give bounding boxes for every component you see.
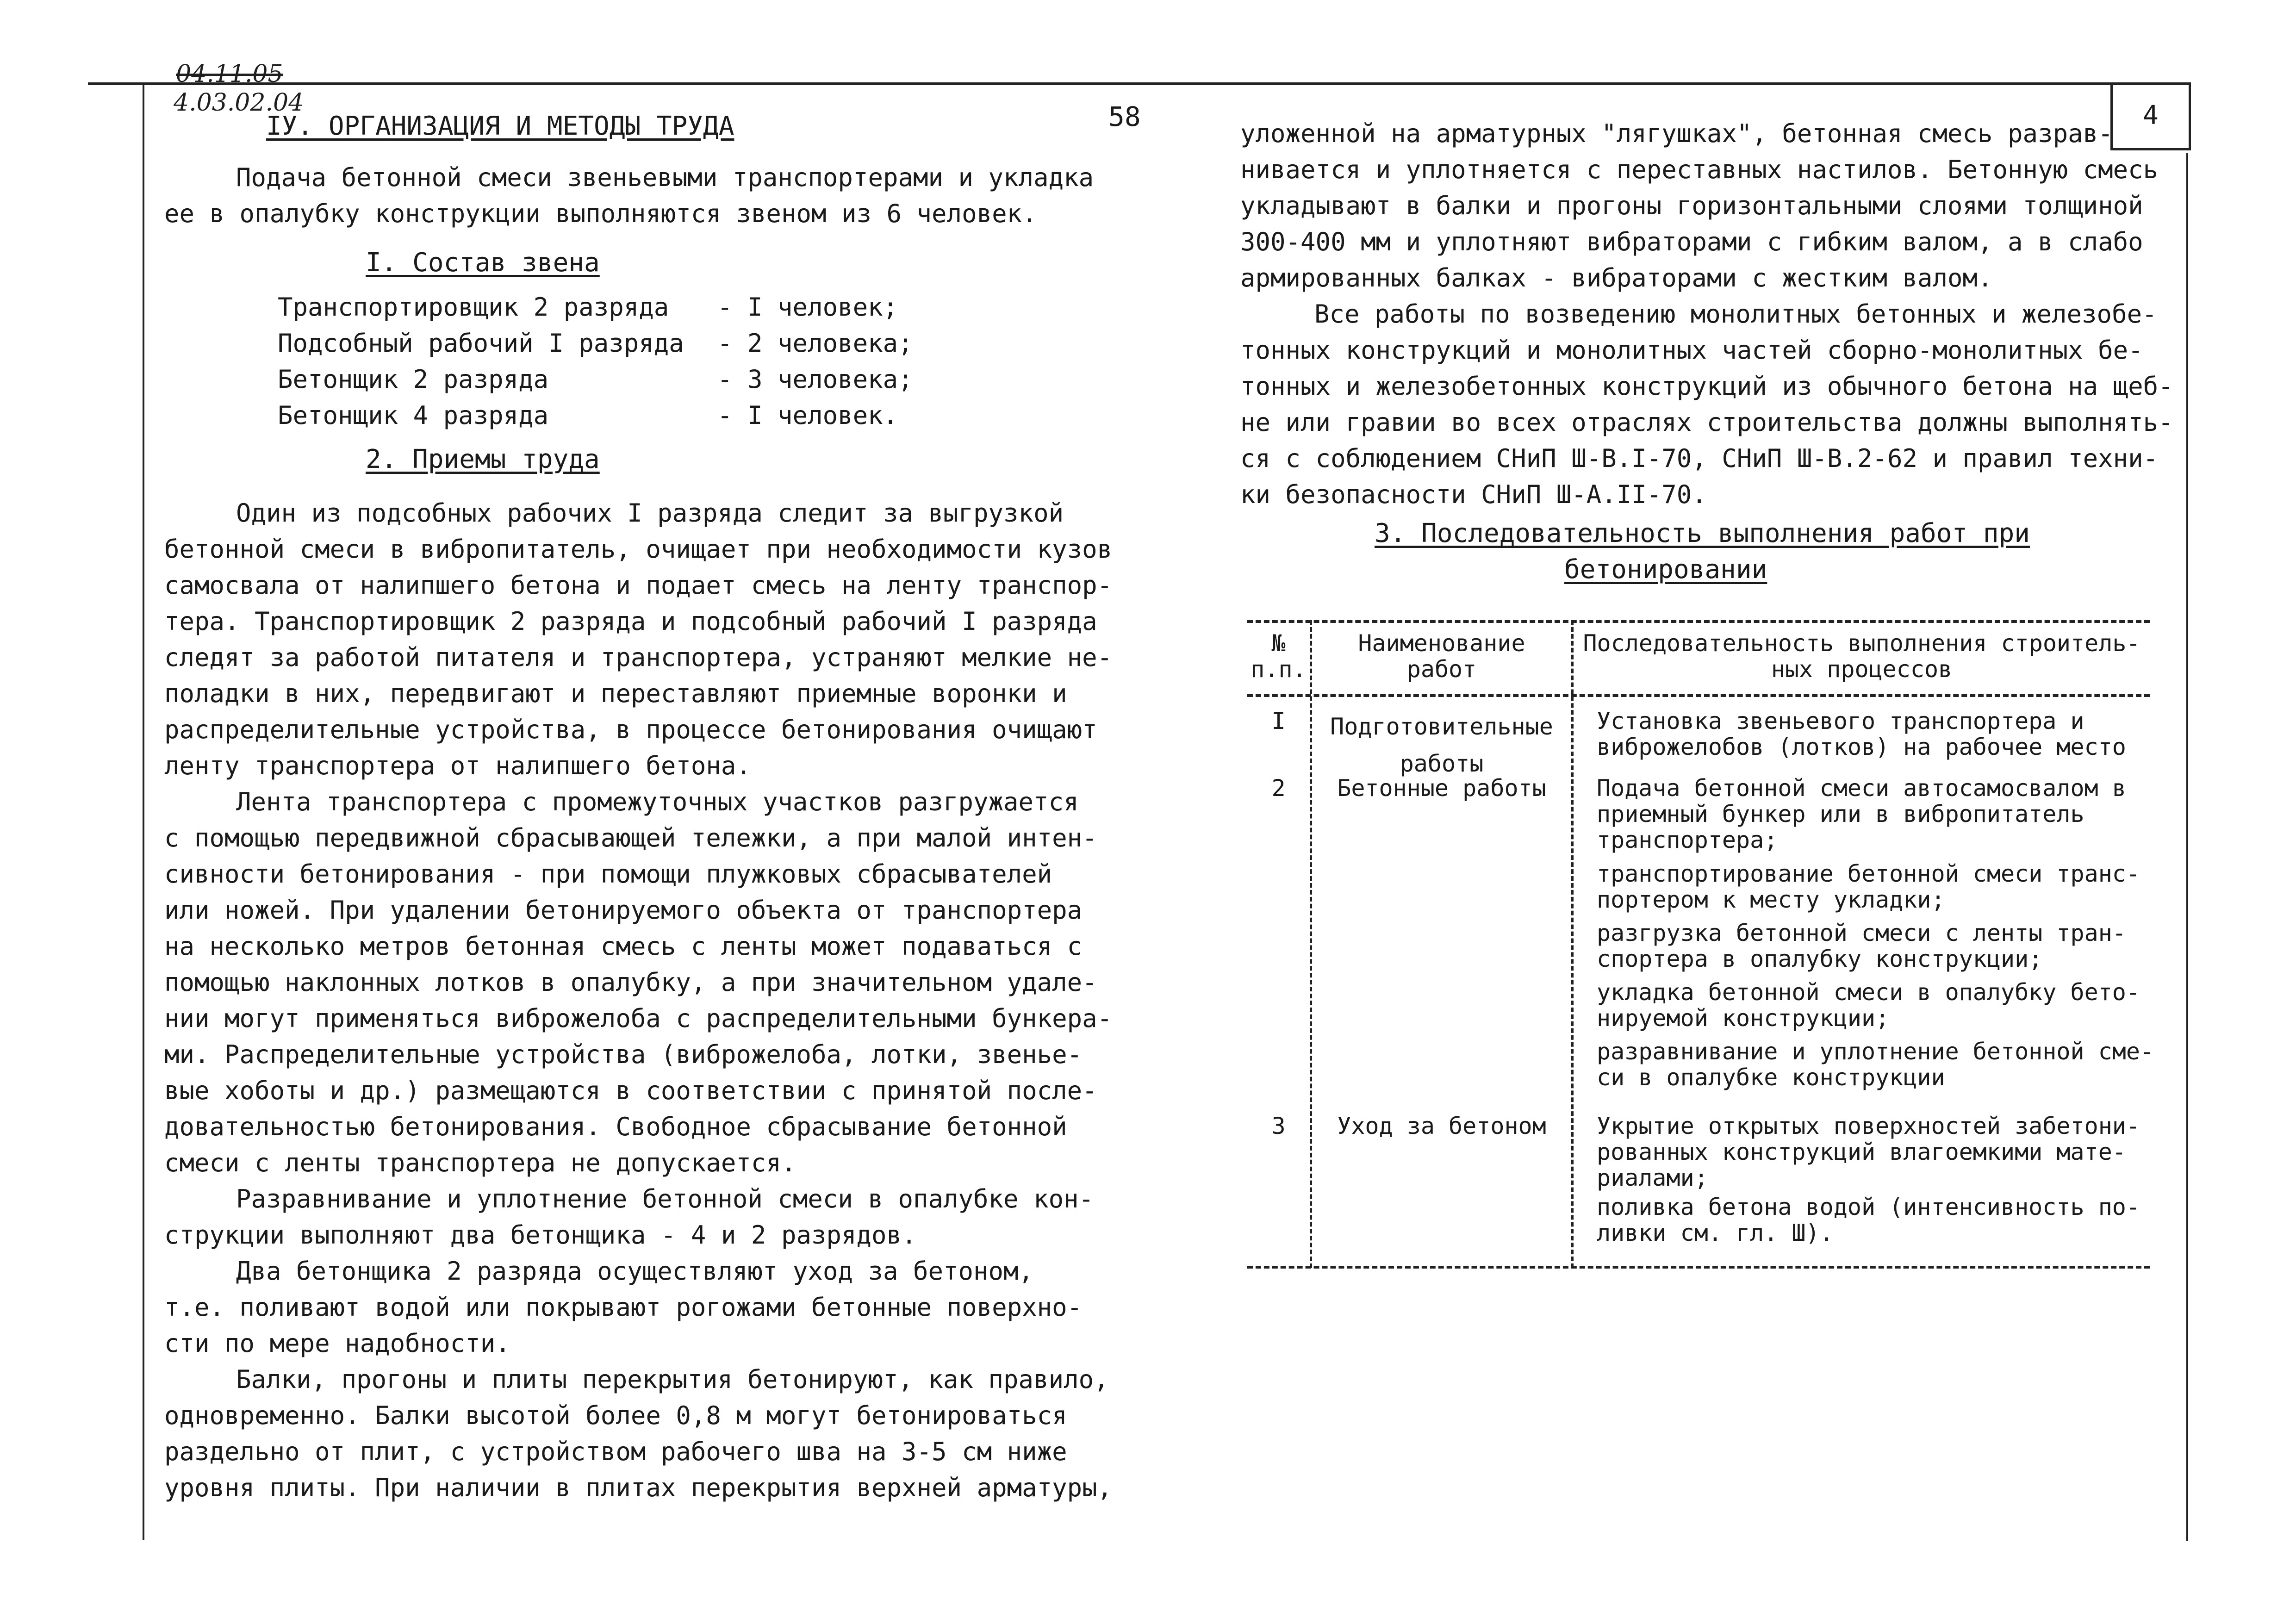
crew-role-1: Транспортировщик 2 разряда — [278, 292, 669, 322]
body-line-9: Лента транспортера с промежуточных участков разгружается — [236, 787, 1079, 816]
right-body-line-1: уложенной на арматурных "лягушках", бетонная смесь разрав- — [1240, 119, 2113, 148]
crew-count-3: - 3 человека; — [717, 365, 913, 394]
table-row-1-step-1: Установка звеньевого транспортера и виброжелобов (лотков) на рабочее место — [1597, 708, 2126, 760]
crew-role-3: Бетонщик 2 разряда — [278, 365, 549, 394]
table-col-rule-2 — [1571, 620, 1574, 1268]
body-line-14: помощью наклонных лотков в опалубку, а при значительном удале- — [164, 968, 1097, 997]
sheet-number-box — [2110, 82, 2191, 150]
body-line-19: смеси с ленты транспортера не допускается. — [164, 1148, 796, 1177]
right-body-line-7: тонных конструкций и монолитных частей сборно-монолитных бе- — [1240, 336, 2143, 365]
intro-line-2: ее в опалубку конструкции выполняются звеном из 6 человек. — [164, 199, 1037, 228]
body-line-26: одновременно. Балки высотой более 0,8 м могут бетонироваться — [164, 1401, 1067, 1430]
frame-top-border — [88, 82, 2189, 85]
table-row-1-num: I — [1271, 708, 1286, 734]
body-line-5: следят за работой питателя и транспортера, устраняют мелкие не- — [164, 643, 1113, 672]
body-line-1: Один из подсобных рабочих I разряда следит за выгрузкой — [236, 498, 1064, 528]
table-header-num: № п.п. — [1251, 630, 1307, 683]
body-line-25: Балки, прогоны и плиты перекрытия бетонируют, как правило, — [236, 1365, 1109, 1394]
right-body-line-6: Все работы по возведению монолитных бетонных и железобе- — [1314, 299, 2157, 329]
right-body-line-10: ся с соблюдением СНиП Ш-В.I-70, СНиП Ш-В.2-62 и правил техни- — [1240, 444, 2159, 473]
body-line-11: сивности бетонирования - при помощи плужковых сбрасывателей — [164, 859, 1052, 889]
frame-left-border — [143, 82, 144, 1540]
body-line-23: т.е. поливают водой или покрывают рогожами бетонные поверхно- — [164, 1293, 1083, 1322]
crew-role-4: Бетонщик 4 разряда — [278, 401, 549, 430]
table-row-3-name: Уход за бетоном — [1337, 1113, 1546, 1139]
table-row-2-step-1: Подача бетонной смеси автосамосвалом в приемный бункер или в вибропитатель транспортера; — [1597, 775, 2126, 853]
handwritten-code: 4.03.02.04 — [174, 89, 304, 117]
table-row-1-name: Подготовительные работы — [1330, 713, 1553, 777]
body-line-28: уровня плиты. При наличии в плитах перекрытия верхней арматуры, — [164, 1473, 1113, 1502]
body-line-21: струкции выполняют два бетонщика - 4 и 2 разрядов. — [164, 1220, 917, 1250]
crew-role-2: Подсобный рабочий I разряда — [278, 329, 684, 358]
body-line-7: распределительные устройства, в процессе бетонирования очищают — [164, 715, 1097, 744]
body-line-8: ленту транспортера от налипшего бетона. — [164, 751, 751, 780]
table-row-3-step-1: Укрытие открытых поверхностей забетони- рованных конструкций влагоемкими мате- риалами; — [1597, 1113, 2140, 1191]
subsection-sequence-title-2: бетонировании — [1564, 554, 1767, 585]
table-row-2-step-2: транспортирование бетонной смеси транс- портером к месту укладки; — [1597, 860, 2140, 913]
body-line-15: нии могут применяться виброжелоба с распределительными бункера- — [164, 1004, 1113, 1033]
table-header-name: Наименование работ — [1358, 630, 1525, 683]
body-line-10: с помощью передвижной сбрасывающей тележки, а при малой интен- — [164, 823, 1097, 852]
body-line-27: раздельно от плит, с устройством рабочего шва на 3-5 см ниже — [164, 1437, 1067, 1466]
crew-count-4: - I человек. — [717, 401, 898, 430]
body-line-17: вые хоботы и др.) размещаются в соответствии с принятой после- — [164, 1076, 1097, 1105]
subsection-sequence-title-1: 3. Последовательность выполнения работ при — [1375, 518, 2030, 548]
right-body-line-11: ки безопасности СНиП Ш-А.II-70. — [1240, 480, 1707, 509]
subsection-crew-title: I. Состав звена — [366, 248, 600, 278]
crew-count-1: - I человек; — [717, 292, 898, 322]
page-number: 58 — [1108, 101, 1141, 132]
table-header-sequence: Последовательность выполнения строитель- ных процессов — [1583, 630, 2140, 683]
handwritten-code-struck: 04.11.05 — [176, 60, 283, 88]
table-row-2-step-3: разгрузка бетонной смеси с ленты тран- спортера в опалубку конструкции; — [1597, 920, 2126, 972]
table-top-rule — [1247, 620, 2150, 623]
work-sequence-table — [1247, 620, 2154, 1268]
right-body-line-2: нивается и уплотняется с переставных настилов. Бетонную смесь — [1240, 155, 2159, 184]
body-line-2: бетонной смеси в вибропитатель, очищает при необходимости кузов — [164, 535, 1113, 564]
body-line-12: или ножей. При удалении бетонируемого объекта от транспортера — [164, 896, 1083, 925]
table-header-rule — [1247, 694, 2150, 697]
body-line-4: тера. Транспортировщик 2 разряда и подсобный рабочий I разряда — [164, 607, 1097, 636]
crew-count-2: - 2 человека; — [717, 329, 913, 358]
section-title: IУ. ОРГАНИЗАЦИЯ И МЕТОДЫ ТРУДА — [266, 111, 734, 141]
body-line-18: довательностью бетонирования. Свободное сбрасывание бетонной — [164, 1112, 1067, 1141]
right-body-line-9: не или гравии во всех отраслях строительства должны выполнять- — [1240, 408, 2173, 437]
table-row-3-step-2: поливка бетона водой (интенсивность по- ливки см. гл. Ш). — [1597, 1194, 2140, 1246]
table-bottom-rule — [1247, 1266, 2150, 1269]
right-body-line-4: 300-400 мм и уплотняют вибраторами с гибким валом, а в слабо — [1240, 227, 2143, 256]
table-row-2-step-5: разравнивание и уплотнение бетонной смe- си в опалубке конструкции — [1597, 1038, 2154, 1091]
table-row-2-step-4: укладка бетонной смеси в опалубку бето- нируемой конструкции; — [1597, 979, 2140, 1032]
right-body-line-5: армированных балках - вибраторами с жестким валом. — [1240, 263, 1993, 292]
body-line-22: Два бетонщика 2 разряда осуществляют уход за бетоном, — [236, 1257, 1034, 1286]
sheet-number: 4 — [2143, 100, 2159, 131]
body-line-13: на несколько метров бетонная смесь с ленты может подаваться с — [164, 932, 1083, 961]
subsection-methods-title: 2. Приемы труда — [366, 444, 600, 474]
body-line-24: сти по мере надобности. — [164, 1329, 510, 1358]
body-line-6: поладки в них, передвигают и переставляют приемные воронки и — [164, 679, 1067, 708]
body-line-16: ми. Распределительные устройства (виброжелоба, лотки, звенье- — [164, 1040, 1083, 1069]
body-line-3: самосвала от налипшего бетона и подает смесь на ленту транспор- — [164, 571, 1113, 600]
table-row-2-name: Бетонные работы — [1337, 775, 1546, 802]
body-line-20: Разравнивание и уплотнение бетонной смеси в опалубке кон- — [236, 1184, 1094, 1213]
table-row-2-num: 2 — [1271, 775, 1286, 802]
right-body-line-3: укладывают в балки и прогоны горизонтальными слоями толщиной — [1240, 191, 2143, 220]
intro-line-1: Подача бетонной смеси звеньевыми транспортерами и укладка — [236, 163, 1094, 192]
frame-right-border — [2186, 153, 2188, 1541]
right-body-line-8: тонных и железобетонных конструкций из обычного бетона на щеб- — [1240, 372, 2173, 401]
table-row-3-num: 3 — [1271, 1113, 1286, 1139]
